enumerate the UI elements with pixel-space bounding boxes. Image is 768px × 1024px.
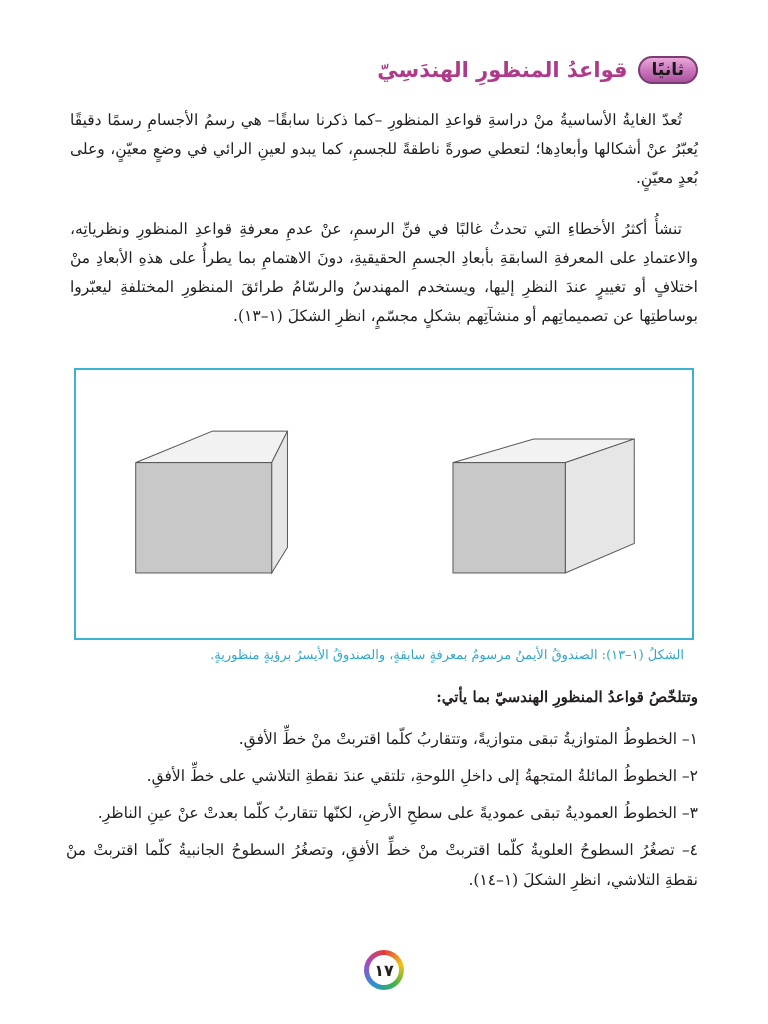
paragraph-2: تنشأُ أكثرُ الأخطاءِ التي تحدثُ غالبًا في فنِّ الرسمِ، عنْ عدمِ معرفةِ قواعدِ المنظورِ ونظرياتِه، والاعتمادِ على المعرفةِ السابقةِ بأبعادِ الجسمِ الحقيقيةِ، دونَ الاهتمامِ بما يطرأُ على هذهِ الأبعادِ منْ اختلافٍ أو تغييرٍ عندَ النظرِ إليها، ويستخدم المهندسُ والرسّامُ طرائقَ المنظورِ المختلفةِ ليعبّروا بوساطتِها عن تصميماتِهم أو منشآتِهم بشكلٍ مجسّمٍ، انظرِ الشكلَ (١–١٣). bbox=[70, 220, 698, 325]
section-badge: ثانيًا bbox=[638, 56, 698, 84]
summary-title: وتتلخّصُ قواعدُ المنظورِ الهندسيّ بما يأتي: bbox=[436, 688, 698, 706]
page-number-badge bbox=[364, 950, 404, 990]
section-heading bbox=[377, 56, 698, 84]
paragraph-1: تُعدّ الغايةُ الأساسيةُ منْ دراسةِ قواعدِ المنظورِ –كما ذكرنا سابقًا– هي رسمُ الأجسامِ رسمًا دقيقًا يُعبّرُ عنْ أشكالها وأبعادِها؛ لتعطي صورةً ناطقةً للجسمِ، كما يبدو لعينِ الرائي في وضعٍ معيّنٍ، وعلى بُعدٍ معيّنٍ. bbox=[70, 111, 698, 187]
figure-caption: الشكلُ (١–١٣): الصندوقُ الأيمنُ مرسومٌ بمعرفةٍ سابقةٍ، والصندوقُ الأيسرُ برؤيةٍ منظوريةٍ. bbox=[210, 648, 684, 663]
left-box-front bbox=[136, 463, 272, 573]
figure-boxes bbox=[74, 368, 694, 640]
left-box-top bbox=[136, 431, 288, 463]
right-box-front bbox=[453, 463, 565, 573]
list-item: ٢– الخطوطُ المائلةُ المتجهةُ إلى داخلِ اللوحةِ، تلتقي عندَ نقطةِ التلاشي على خطِّ الأفقِ. bbox=[146, 767, 698, 785]
boxes-illustration bbox=[76, 370, 692, 638]
left-box bbox=[136, 431, 288, 573]
right-box bbox=[453, 439, 634, 573]
list-item: ٣– الخطوطُ العموديةُ تبقى عموديةً على سطحِ الأرضِ، لكنّها تتقاربُ كلّما بعدتْ عنْ عينِ الناظرِ. bbox=[97, 804, 698, 822]
right-box-side bbox=[565, 439, 634, 573]
page-number: ١٧ bbox=[369, 955, 399, 985]
section-title: قواعدُ المنظورِ الهندَسِيّ bbox=[377, 58, 628, 82]
list-item: ١– الخطوطُ المتوازيةُ تبقى متوازيةً، وتتقاربُ كلّما اقتربتْ منْ خطِّ الأفقِ. bbox=[238, 730, 698, 748]
rules-list bbox=[66, 724, 698, 902]
list-item: ٤– تصغُرُ السطوحُ العلويةُ كلّما اقتربتْ منْ خطِّ الأفقِ، وتصغُرُ السطوحُ الجانبيةُ كلّما اقتربتْ منْ نقطةِ التلاشي، انظرِ الشكلَ (١–١٤). bbox=[66, 841, 698, 889]
